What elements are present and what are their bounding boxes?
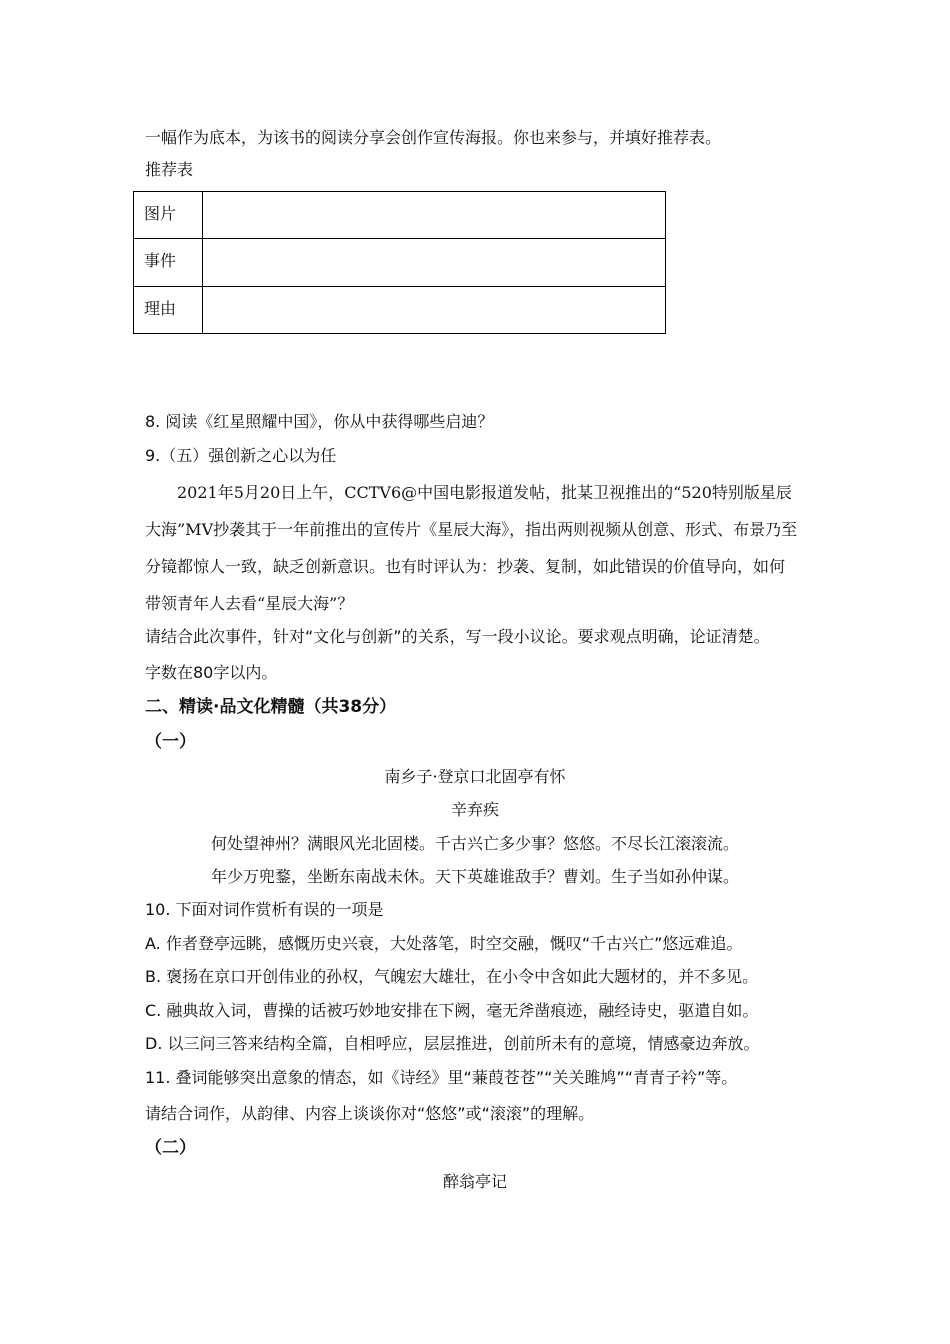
poem-line: 年少万兜鍪，坐断东南战未休。天下英雄谁敌手？曹刘。生子当如孙仲谋。: [210, 867, 739, 886]
row-label: 理由: [134, 286, 203, 333]
question-8: 8. 阅读《红星照耀中国》，你从中获得哪些启迪？: [145, 412, 494, 431]
table-row: [134, 286, 666, 333]
row-value-event[interactable]: [203, 239, 666, 286]
intro-line: 一幅作为底本，为该书的阅读分享会创作宣传海报。你也来参与，并填好推荐表。: [145, 128, 722, 147]
section-2-title: 二、精读·品文化精髓（共38分）: [145, 697, 397, 717]
table-row: [134, 192, 666, 239]
part-1-heading: （一）: [145, 732, 196, 752]
recommendation-table: [133, 191, 666, 334]
question-9-heading: 9.（五）强创新之心以为任: [145, 446, 337, 465]
table-row: [134, 239, 666, 286]
part-2-heading: （二）: [145, 1138, 196, 1158]
option-c: C. 融典故入词，曹操的话被巧妙地安排在下阙，毫无斧凿痕迹，融经诗史，驱遣自如。: [145, 1001, 759, 1020]
table-title: 推荐表: [145, 160, 194, 179]
question-10: 10. 下面对词作赏析有误的一项是: [145, 900, 384, 919]
essay-title: 醉翁亭记: [442, 1172, 507, 1191]
q9-paragraph-line: 2021年5月20日上午，CCTV6@中国电影报道发帖，批某卫视推出的“520特别版星辰: [177, 483, 792, 502]
poem-line: 何处望神州？满眼风光北固楼。千古兴亡多少事？悠悠。不尽长江滚滚流。: [210, 834, 739, 853]
option-a: A. 作者登亭远眺，感慨历史兴衰，大处落笔，时空交融，慨叹“千古兴亡”悠远难追。: [145, 934, 743, 953]
q9-task: 请结合此次事件，针对“文化与创新”的关系，写一段小议论。要求观点明确，论证清楚。: [145, 627, 770, 646]
q9-word-limit: 字数在80字以内。: [145, 663, 278, 682]
row-value-reason[interactable]: [203, 286, 666, 333]
row-label: 图片: [134, 192, 203, 239]
q9-paragraph-line: 大海”MV抄袭其于一年前推出的宣传片《星辰大海》，指出两则视频从创意、形式、布景乃至: [145, 520, 798, 539]
row-value-picture[interactable]: [203, 192, 666, 239]
q9-paragraph-line: 带领青年人去看“星辰大海”？: [145, 594, 354, 613]
option-b: B. 褒扬在京口开创伟业的孙权，气魄宏大雄壮，在小令中含如此大题材的，并不多见。: [145, 967, 759, 986]
q9-paragraph-line: 分镜都惊人一致，缺乏创新意识。也有时评认为：抄袭、复制，如此错误的价值导向，如何: [145, 557, 786, 576]
row-label: 事件: [134, 239, 203, 286]
question-11-task: 请结合词作，从韵律、内容上谈谈你对“悠悠”或“滚滚”的理解。: [145, 1104, 595, 1123]
option-d: D. 以三问三答来结构全篇，自相呼应，层层推进，创前所未有的意境，情感豪边奔放。: [145, 1034, 760, 1053]
question-11: 11. 叠词能够突出意象的情态，如《诗经》里“蒹葭苍苍”“关关雎鸠”“青青子衿”等。: [145, 1068, 738, 1087]
poem-author: 辛弃疾: [450, 800, 499, 819]
poem-title: 南乡子·登京口北固亭有怀: [384, 767, 566, 786]
